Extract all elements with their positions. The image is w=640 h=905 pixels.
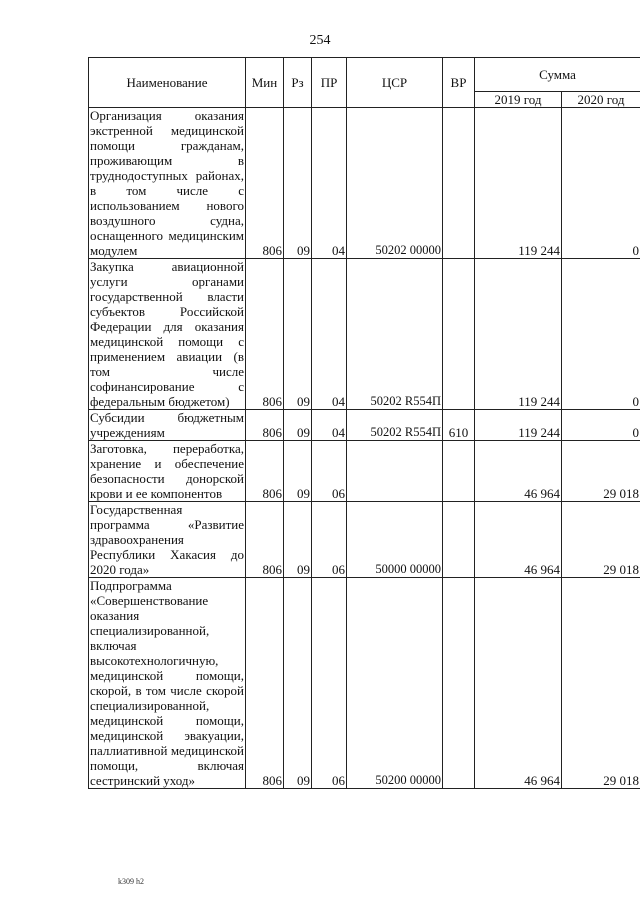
row-csr: 50202 R554П bbox=[347, 410, 443, 441]
row-rz: 09 bbox=[284, 259, 312, 410]
row-rz: 09 bbox=[284, 108, 312, 259]
row-rz: 09 bbox=[284, 410, 312, 441]
row-sum-2019: 119 244 bbox=[475, 410, 562, 441]
row-min: 806 bbox=[246, 441, 284, 502]
table-row bbox=[89, 259, 640, 410]
row-pr: 06 bbox=[312, 502, 347, 578]
row-vr bbox=[443, 108, 475, 259]
row-vr bbox=[443, 578, 475, 789]
row-name: Субсидии бюджетным учреждениям bbox=[90, 410, 244, 440]
row-sum-2019: 119 244 bbox=[475, 108, 562, 259]
row-csr bbox=[347, 441, 443, 502]
row-vr bbox=[443, 441, 475, 502]
row-name: Подпрограмма «Совершенствование оказания специализированной, включая высокотехнологичную, медицинской помощи, скорой, в том числе скорой специализированной, медицинской помощи, медицинской эвакуации, паллиативной медицинской помощи, включая сестринский уход» bbox=[90, 578, 244, 788]
row-min: 806 bbox=[246, 578, 284, 789]
row-name: Государственная программа «Развитие здравоохранения Республики Хакасия до 2020 года» bbox=[90, 502, 244, 577]
row-pr: 06 bbox=[312, 441, 347, 502]
row-sum-2020: 0 bbox=[562, 259, 640, 410]
row-csr: 50202 00000 bbox=[347, 108, 443, 259]
table-row bbox=[89, 441, 640, 502]
row-sum-2020: 29 018 bbox=[562, 502, 640, 578]
row-csr: 50000 00000 bbox=[347, 502, 443, 578]
row-pr: 06 bbox=[312, 578, 347, 789]
row-vr bbox=[443, 502, 475, 578]
row-vr: 610 bbox=[443, 410, 475, 441]
table-row bbox=[89, 108, 640, 259]
header-year-2020: 2020 год bbox=[562, 92, 640, 108]
row-name: Закупка авиационной услуги органами государственной власти субъектов Российской Федерации для оказания медицинской помощи с применением авиации (в том числе софинансирование с федеральным бюджетом) bbox=[90, 259, 244, 409]
footer-code: k309 h2 bbox=[118, 877, 144, 886]
table-row bbox=[89, 578, 640, 789]
header-sum: Сумма bbox=[475, 58, 640, 92]
row-sum-2020: 0 bbox=[562, 108, 640, 259]
row-rz: 09 bbox=[284, 502, 312, 578]
row-min: 806 bbox=[246, 410, 284, 441]
header-vr: ВР bbox=[443, 58, 475, 108]
row-sum-2019: 46 964 bbox=[475, 441, 562, 502]
row-pr: 04 bbox=[312, 410, 347, 441]
row-name: Заготовка, переработка, хранение и обеспечение безопасности донорской крови и ее компонентов bbox=[90, 441, 244, 501]
row-sum-2020: 29 018 bbox=[562, 441, 640, 502]
header-name: Наименование bbox=[89, 58, 246, 108]
row-sum-2020: 0 bbox=[562, 410, 640, 441]
row-csr: 50200 00000 bbox=[347, 578, 443, 789]
header-pr: ПР bbox=[312, 58, 347, 108]
page-number: 254 bbox=[309, 33, 331, 48]
row-min: 806 bbox=[246, 502, 284, 578]
header-rz: Рз bbox=[284, 58, 312, 108]
row-sum-2019: 46 964 bbox=[475, 502, 562, 578]
budget-table bbox=[88, 57, 640, 789]
row-sum-2019: 46 964 bbox=[475, 578, 562, 789]
row-sum-2019: 119 244 bbox=[475, 259, 562, 410]
row-csr: 50202 R554П bbox=[347, 259, 443, 410]
header-csr: ЦСР bbox=[347, 58, 443, 108]
row-min: 806 bbox=[246, 259, 284, 410]
row-pr: 04 bbox=[312, 259, 347, 410]
header-min: Мин bbox=[246, 58, 284, 108]
row-min: 806 bbox=[246, 108, 284, 259]
row-sum-2020: 29 018 bbox=[562, 578, 640, 789]
table-row bbox=[89, 410, 640, 441]
row-rz: 09 bbox=[284, 578, 312, 789]
row-vr bbox=[443, 259, 475, 410]
table-row bbox=[89, 502, 640, 578]
row-name: Организация оказания экстренной медицинской помощи гражданам, проживающим в труднодоступных районах, в том числе с использованием нового воздушного судна, оснащенного медицинским модулем bbox=[90, 108, 244, 258]
row-pr: 04 bbox=[312, 108, 347, 259]
row-rz: 09 bbox=[284, 441, 312, 502]
header-year-2019: 2019 год bbox=[475, 92, 562, 108]
